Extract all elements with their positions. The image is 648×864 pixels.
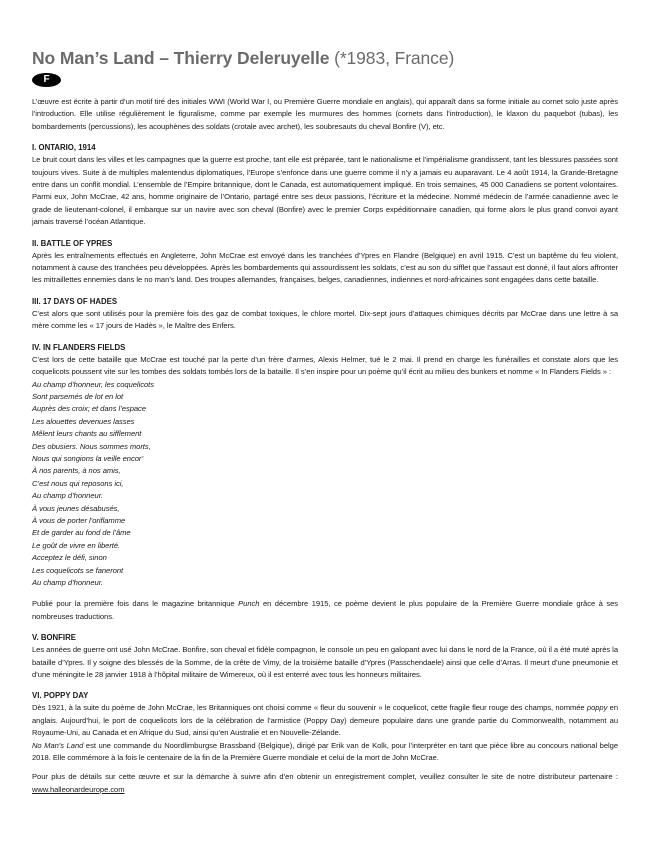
poem-line: Mêlent leurs chants au sifflement [32, 429, 142, 439]
commission-paragraph: No Man’s Land est une commande du Noordlimburgse Brassband (Belgique), dirigé par Erik van de Kolk, pour l’interpréter en tant que pièce libre au concours national belge 2018. Elle commémore à la fois le centenaire de la fin de la Première Guerre mondiale et celui de la mort de John McCrae. [32, 740, 618, 763]
poem [32, 379, 618, 590]
section-body-4: C’est lors de cette bataille que McCrae est touché par la perte d’un frère d’armes, Alexis Helmer, tué le 2 mai. Il prend en charge les funérailles et constate alors que les coquelicots poussent vite sur les tombes des soldats tombés lors de la bataille. Il s’en inspire pour un poème qu’il écrit au milieu des bunkers et nomme « In Flanders Fields » : [32, 354, 618, 377]
poem-line: Nous qui songions la veille encor’ [32, 453, 144, 463]
intro-paragraph: L’œuvre est écrite à partir d’un motif tiré des initiales WWI (World War I, ou Première Guerre mondiale en anglais), qui apparaît dans sa forme initiale au cornet solo juste après l’introduction. Elle utilise régulièrement le figuralisme, comme par exemple les murmures des hommes (cornets dans l’introduction), le klaxon du paquebot (tubas), les bombardements (percussions), les acouphènes des soldats (crotale avec archet), les soubresauts du cheval Bonfire (V), etc. [32, 97, 618, 131]
section-body-5: Les années de guerre ont usé John McCrae. Bonfire, son cheval et fidèle compagnon, le console un peu en galopant avec lui dans le nord de la France, où il a été muté après la bataille d’Ypres. Il y soigne des blessés de la Somme, de la crête de Vimy, de la troisième bataille d’Ypres (Passchendaele) ainsi que celle d’Arras. Il meurt d’une pneumonie et d’une méningite le 28 janvier 1918 à l’hôpital militaire de Wimereux, où il est enterré avec tous les honneurs militaires. [32, 645, 618, 680]
section-body-1: Le bruit court dans les villes et les campagnes que la guerre est proche, tant elle est préparée, tant le nationalisme et l’impérialisme grandissent, tant les blessures passées sont toujours vives. Suite à de multiples malentendus diplomatiques, l’Europe s’enfonce dans une guerre comme il n’y a jamais eu auparavant. Le 4 août 1914, la Grande-Bretagne entre dans un conflit mondial. L’ensemble de l’Empire britannique, dont le Canada, est automatiquement impliqué. En trois semaines, 45 000 Canadiens se portent volontaires. Parmi eux, John McCrae, 42 ans, homme originaire de l’Ontario, partagé entre ses deux passions, l’écriture et la médecine. Nommé médecin de l’armée canadienne avec le grade de lieutenant-colonel, il embarque sur un navire avec son cheval (Bonfire) avec le premier Corps expéditionnaire canadien, qui forme alors le plus grand convoi ayant jamais traversé l’océan Atlantique. [32, 155, 618, 227]
magazine-name: Punch [238, 599, 260, 609]
section-heading-3: III. 17 DAYS OF HADES [32, 296, 118, 306]
poem-line: Et de garder au fond de l’âme [32, 528, 131, 538]
section-heading-1: I. ONTARIO, 1914 [32, 143, 96, 153]
section-heading-4: IV. IN FLANDERS FIELDS [32, 342, 126, 352]
poem-line: À vous jeunes désabusés, [32, 503, 120, 513]
section-body-6: Dès 1921, à la suite du poème de John McCrae, les Britanniques ont choisi comme « fleur du souvenir » le coquelicot, cette fragile fleur rouge des champs, nommée poppy en anglais. Aujourd’hui, le port de coquelicots lors de la célébration de l’armistice (Poppy Day) demeure populaire dans une grande partie du Commonwealth, notamment au Royaume-Uni, au Canada et en Afrique du Sud, ainsi qu’en Australie et en Nouvelle-Zélande. [32, 703, 618, 738]
poem-line: Au champ d’honneur. [32, 578, 103, 587]
poem-line: Acceptez le défi, sinon [32, 553, 107, 563]
title-main: No Man’s Land – Thierry Deleruyelle [32, 48, 330, 68]
poem-line: À vous de porter l’oriflamme [32, 515, 126, 525]
poem-line: Au champ d’honneur. [32, 491, 103, 501]
page-title [32, 47, 618, 69]
poem-line: Le goût de vivre en liberté. [32, 540, 121, 550]
section-body-3: C’est alors que sont utilisés pour la première fois des gaz de combat toxiques, le chlore mortel. Dix-sept jours d’attaques chimiques décrits par McCrae dans une lettre à sa mère comme les « 17 jours de Hadès », le Maître des Enfers. [32, 308, 618, 331]
poem-line: Sont parsemés de lot en lot [32, 391, 124, 401]
poem-publication-note: Publié pour la première fois dans le magazine britannique Punch en décembre 1915, ce poème devient le plus populaire de la Première Guerre mondiale grâce à ses nombreuses traductions. [32, 599, 619, 621]
poem-line: À nos parents, à nos amis, [32, 466, 121, 476]
language-badge: F [32, 73, 61, 87]
section-body-2: Après les entraînements effectués en Angleterre, John McCrae est envoyé dans les tranchées d’Ypres en Flandre (Belgique) en avril 1915. C’est un baptême du feu violent, notamment à cause des tranchées peu développées. Après les bombardements qui assourdissent les soldats, c’est au son du sifflet que l’assaut est donné, il faut alors affronter les mitraillettes ennemies dans le no man’s land. Des troupes allemandes, françaises, belges, canadiennes, indiennes et nord-africaines sont engagées dans cette bataille. [32, 250, 618, 285]
section-heading-2: II. BATTLE OF YPRES [32, 238, 113, 248]
section-heading-5: V. BONFIRE [32, 633, 76, 643]
poem-line: Les alouettes devenues lasses [32, 416, 135, 426]
poem-line: Les coquelicots se faneront [32, 565, 124, 575]
footer-paragraph: Pour plus de détails sur cette œuvre et sur la démarche à suivre afin d’en obtenir un enregistrement complet, veuillez consulter le site de notre distributeur partenaire : www.halleonardeurope.com [32, 772, 618, 794]
poem-line: Au champ d’honneur, les coquelicots [32, 379, 154, 389]
poem-line: Auprès des croix; et dans l’espace [32, 404, 146, 414]
poem-line: C’est nous qui reposons ici, [32, 478, 124, 488]
title-subtitle: (*1983, France) [329, 48, 455, 68]
section-heading-6: VI. POPPY DAY [32, 691, 89, 701]
document-page [32, 47, 618, 796]
distributor-link[interactable]: www.halleonardeurope.com [32, 784, 125, 794]
poem-line: Des obusiers. Nous sommes morts, [32, 441, 151, 451]
